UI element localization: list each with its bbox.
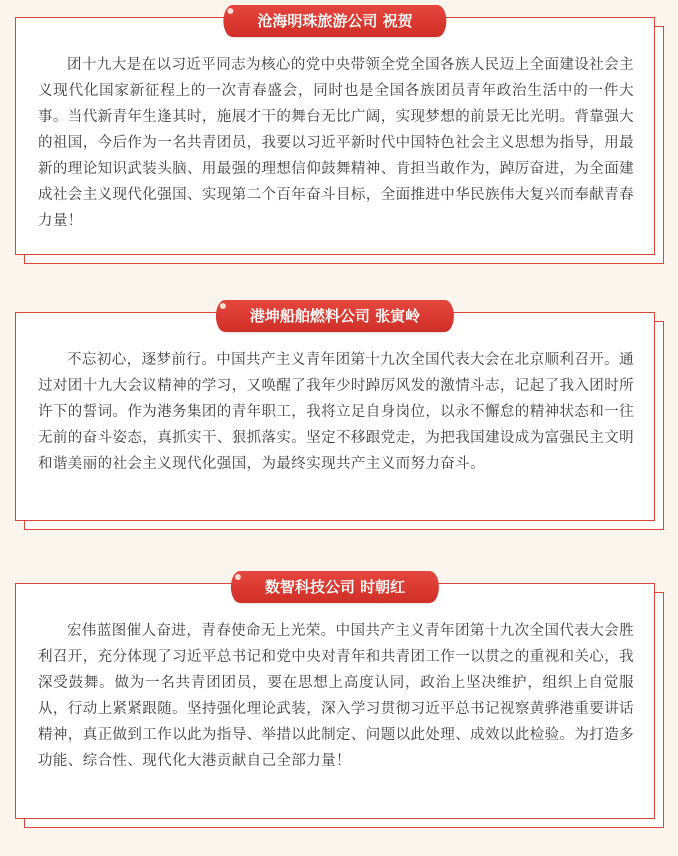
card-body-text: 宏伟蓝图催人奋进，青春使命无上光荣。中国共产主义青年团第十九次全国代表大会胜利召开，充分体现了习近平总书记和党中央对青年和共青团工作一以贯之的重视和关心，我深受鼓舞。做为一名共青团团员，要在思想上高度认同，政治上坚决维护，组织上自觉服从，行动上紧紧跟随。坚持强化理论武装，深入学习贯彻习近平总书记视察黄骅港重要讲话精神，真正做到工作以此为指导、举措以此制定、问题以此处理、成效以此检验。为打造多功能、综合性、现代化大港贡献自己全部力量！ [38,623,634,769]
card-body-text: 团十九大是在以习近平同志为核心的党中央带领全党全国各族人民迈上全面建设社会主义现代化国家新征程上的一次青春盛会，同时也是全国各族团员青年政治生活中的一件大事。当代新青年生逢其时，施展才干的舞台无比广阔，实现梦想的前景无比光明。背靠强大的祖国，今后作为一名共青团员，我要以习近平新时代中国特色社会主义思想为指导，用最新的理论知识武装头脑、用最强的理想信仰鼓舞精神、肯担当敢作为，踔厉奋进，为全面建成社会主义现代化强国、实现第二个百年奋斗目标，全面推进中华民族伟大复兴而奉献青春力量！ [38,57,634,229]
card-title: 数智科技公司 时朝红 [264,578,406,596]
card-frame [15,578,655,819]
card-title-banner [224,300,446,332]
card-title-banner [231,5,438,37]
card-frame [15,12,655,255]
ribbon-dot-right [444,303,450,309]
ribbon-dot-left [220,303,226,309]
card-title-banner [239,571,431,603]
card-body-text: 不忘初心，逐梦前行。中国共产主义青年团第十九次全国代表大会在北京顺利召开。通过对团十九大会议精神的学习，又唤醒了我年少时踔厉风发的激情斗志，记起了我入团时所许下的誓词。作为港务集团的青年职工，我将立足自身岗位，以永不懈怠的精神状态和一往无前的奋斗姿态，真抓实干、狠抓落实。坚定不移跟党走，为把我国建设成为富强民主文明和谐美丽的社会主义现代化强国，为最终实现共产主义而努力奋斗。 [38,352,634,472]
card-title: 沧海明珠旅游公司 祝贺 [257,12,413,30]
ribbon-dot-left [235,574,241,580]
ribbon-dot-right [437,8,443,14]
greeting-card-1 [15,12,655,255]
card-frame [15,307,655,521]
ribbon-dot-right [429,574,435,580]
greeting-card-3 [15,578,655,819]
card-title: 港坤船舶燃料公司 张寅岭 [249,307,421,325]
greeting-card-2 [15,307,655,521]
ribbon-dot-left [227,8,233,14]
